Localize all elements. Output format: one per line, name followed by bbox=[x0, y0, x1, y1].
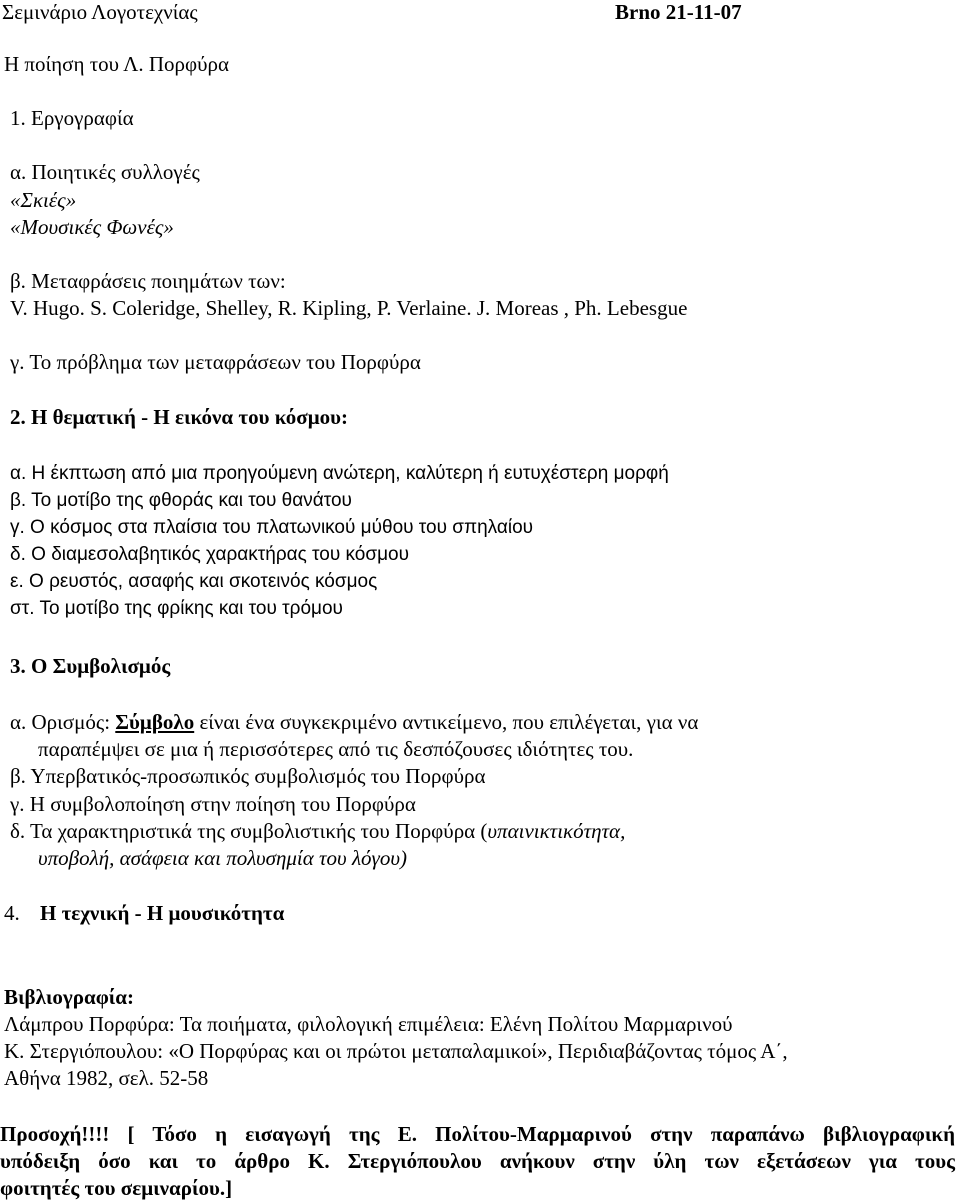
section-3-heading: 3. Ο Συμβολισμός bbox=[10, 654, 171, 678]
section-2-item: ε. Ο ρευστός, ασαφής και σκοτεινός κόσμος bbox=[10, 571, 378, 592]
notice-line: υπόδειξη όσο και το άρθρο Κ. Στεργιόπουλου ανήκουν στην ύλη των εξετάσεων για τους bbox=[0, 1149, 955, 1173]
notice-line: Προσοχή!!!! [ Τόσο η εισαγωγή της Ε. Πολίτου-Μαρμαρινού στην παραπάνω βιβλιογραφική bbox=[0, 1122, 955, 1146]
section-2-item: β. Το μοτίβο της φθοράς και του θανάτου bbox=[10, 490, 352, 511]
translated-poets: V. Hugo. S. Coleridge, Shelley, R. Kipling, P. Verlaine. J. Moreas , Ph. Lebesgue bbox=[10, 296, 688, 320]
symbol-term: Σύμβολο bbox=[115, 710, 195, 734]
collection-skies: «Σκιές» bbox=[10, 188, 77, 212]
section-3-item-d bbox=[10, 821, 625, 842]
definition-label: α. Ορισμός: bbox=[10, 710, 116, 734]
notice-line: φοιτητές του σεμιναρίου.] bbox=[0, 1176, 233, 1200]
section-3-item-b: β. Υπερβατικός-προσωπικός συμβολισμός του Πορφύρα bbox=[10, 764, 486, 788]
bibliography-entry: Κ. Στεργιόπουλου: «Ο Πορφύρας και οι πρώτοι μεταπαλαμικοί», Περιδιαβάζοντας τόμος Α΄, bbox=[4, 1039, 788, 1063]
section-2-heading: 2. Η θεματική - Η εικόνα του κόσμου: bbox=[10, 405, 348, 429]
course-title: Σεμινάριο Λογοτεχνίας bbox=[2, 0, 198, 24]
section-2-item: γ. Ο κόσμος στα πλαίσια του πλατωνικού μύθου του σπηλαίου bbox=[10, 517, 534, 538]
bibliography-entry: Λάμπρου Πορφύρα: Τα ποιήματα, φιλολογική επιμέλεια: Ελένη Πολίτου Μαρμαρινού bbox=[4, 1012, 733, 1036]
bibliography-entry-continued: Αθήνα 1982, σελ. 52-58 bbox=[4, 1066, 209, 1090]
section-3-item-d-continued: υποβολή, ασάφεια και πολυσημία του λόγου) bbox=[38, 846, 407, 870]
bibliography-heading: Βιβλιογραφία: bbox=[4, 985, 135, 1009]
collection-musical-voices: «Μουσικές Φωνές» bbox=[10, 215, 174, 239]
section-3-item-a bbox=[10, 712, 698, 733]
section-1-item-c: γ. Το πρόβλημα των μεταφράσεων του Πορφύρα bbox=[10, 350, 421, 374]
section-1-item-a: α. Ποιητικές συλλογές bbox=[10, 160, 200, 184]
section-2-item: στ. Το μοτίβο της φρίκης και του τρόμου bbox=[10, 598, 343, 619]
document-title: Η ποίηση του Λ. Πορφύρα bbox=[4, 52, 230, 76]
section-2-item: α. Η έκπτωση από μια προηγούμενη ανώτερη, καλύτερη ή ευτυχέστερη μορφή bbox=[10, 463, 669, 484]
section-2-item: δ. Ο διαμεσολαβητικός χαρακτήρας του κόσμου bbox=[10, 544, 409, 565]
section-3-item-c: γ. Η συμβολοποίηση στην ποίηση του Πορφύρα bbox=[10, 792, 416, 816]
definition-text: είναι ένα συγκεκριμένο αντικείμενο, που επιλέγεται, για να bbox=[194, 710, 699, 734]
section-4-number: 4. bbox=[4, 901, 20, 925]
section-3-item-d-text: δ. Τα χαρακτηριστικά της συμβολιστικής του Πορφύρα ( bbox=[10, 819, 488, 843]
section-4-heading: Η τεχνική - Η μουσικότητα bbox=[40, 901, 285, 925]
place-date: Brno 21-11-07 bbox=[615, 0, 742, 24]
section-1-item-b: β. Μεταφράσεις ποιημάτων των: bbox=[10, 269, 286, 293]
section-3-item-d-italic: υπαινικτικότητα, bbox=[487, 819, 626, 843]
section-3-item-a-continued: παραπέμψει σε μια ή περισσότερες από τις δεσπόζουσες ιδιότητες του. bbox=[38, 737, 634, 761]
section-1-heading: 1. Εργογραφία bbox=[10, 106, 134, 130]
